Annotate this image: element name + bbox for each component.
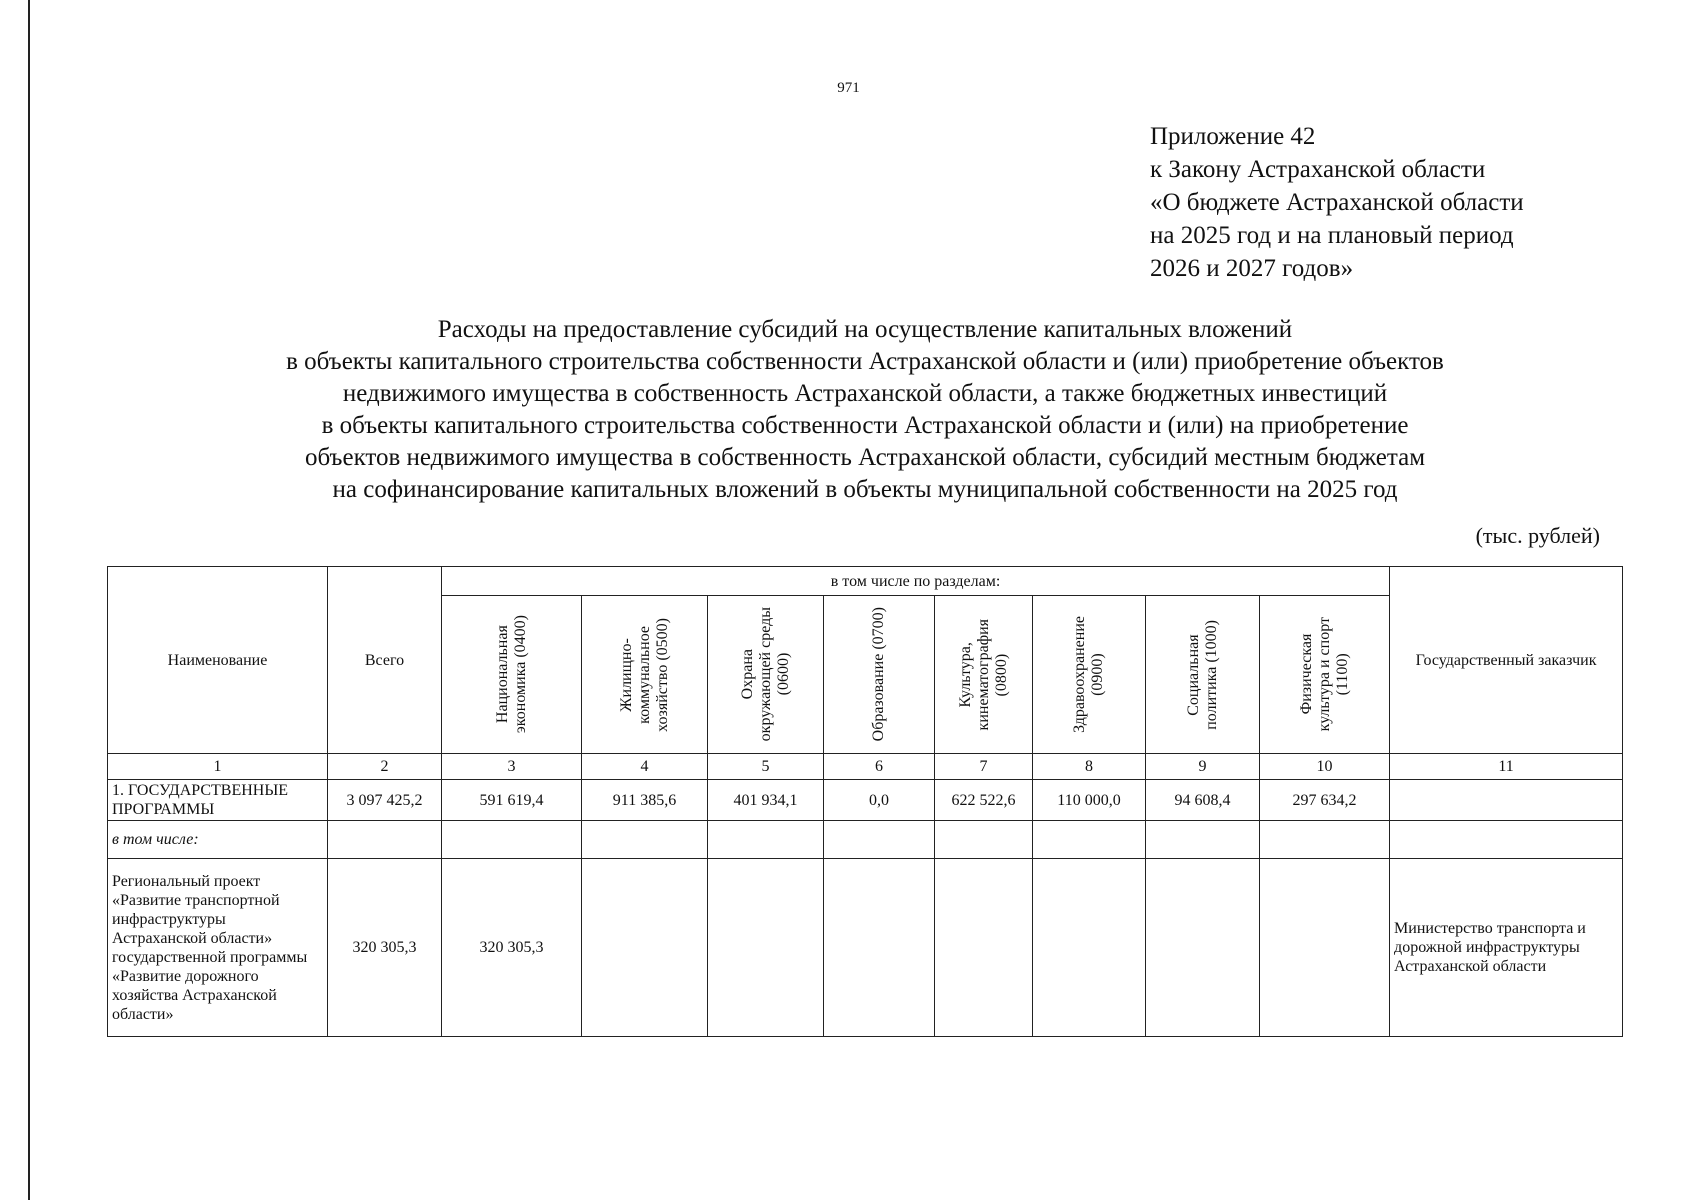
section-header [442,596,582,754]
title-line: на софинансирование капитальных вложений в объекты муниципальной собственности на 2025 год [332,476,1398,503]
row-customer [1390,821,1623,859]
header-name: Наименование [108,567,328,754]
appendix-block [1150,120,1524,285]
appendix-line: Приложение 42 [1150,123,1316,150]
row-value [1260,821,1390,859]
title-line: Расходы на предоставление субсидий на осуществление капитальных вложений [437,316,1293,343]
appendix-line: 2026 и 2027 годов» [1150,255,1354,282]
row-total: 3 097 425,2 [328,780,442,821]
row-value [935,859,1033,1037]
section-header-text: Здравоохранение (0900) [1071,616,1106,733]
column-number-row [108,754,1623,780]
title-line: недвижимого имущества в собственность Астраханской области, а также бюджетных инвестиций [342,380,1388,407]
appendix-line: на 2025 год и на плановый период [1150,222,1514,249]
row-value [1033,821,1146,859]
column-number: 10 [1260,754,1390,780]
row-value [708,859,824,1037]
row-customer [1390,780,1623,821]
table-row [108,780,1623,821]
section-header [1260,596,1390,754]
row-value: 591 619,4 [442,780,582,821]
document-title [150,314,1580,506]
budget-table [107,566,1623,1037]
column-number: 7 [935,754,1033,780]
table-row [108,821,1623,859]
row-value [708,821,824,859]
row-total: 320 305,3 [328,859,442,1037]
row-value: 401 934,1 [708,780,824,821]
row-value: 110 000,0 [1033,780,1146,821]
row-value: 297 634,2 [1260,780,1390,821]
row-value: 0,0 [824,780,935,821]
row-value [824,859,935,1037]
header-sections-group: в том числе по разделам: [442,567,1390,596]
section-header [708,596,824,754]
section-header-text: Охрана окружающей среды (0600) [738,607,792,742]
column-number: 8 [1033,754,1146,780]
row-value [1260,859,1390,1037]
section-header [824,596,935,754]
section-header [1146,596,1260,754]
header-total: Всего [328,567,442,754]
column-number: 1 [108,754,328,780]
appendix-line: «О бюджете Астраханской области [1150,189,1524,216]
section-header [935,596,1033,754]
section-header-text: Национальная экономика (0400) [493,615,529,734]
column-number: 4 [582,754,708,780]
column-number: 5 [708,754,824,780]
units-label: (тыс. рублей) [1475,523,1600,548]
page-number: 971 [837,80,860,96]
row-value [824,821,935,859]
column-number: 2 [328,754,442,780]
row-value [442,821,582,859]
row-value: 320 305,3 [442,859,582,1037]
section-header-text: Жилищно- коммунальное хозяйство (0500) [617,617,671,732]
row-value: 911 385,6 [582,780,708,821]
row-name: Региональный проект «Развитие транспортной инфраструктуры Астраханской области» государственной программы «Развитие дорожного хозяйства Астраханской области» [108,859,328,1037]
row-total [328,821,442,859]
column-number: 9 [1146,754,1260,780]
column-number: 11 [1390,754,1623,780]
column-number: 3 [442,754,582,780]
title-line: объектов недвижимого имущества в собственность Астраханской области, субсидий местным бюджетам [304,444,1426,471]
appendix-line: к Закону Астраханской области [1150,156,1486,183]
section-header-text: Образование (0700) [870,607,887,742]
section-header-text: Социальная политика (1000) [1184,619,1220,730]
section-header-text: Физическая культура и спорт (1100) [1297,617,1351,732]
row-value [1146,859,1260,1037]
column-number: 6 [824,754,935,780]
header-row [108,567,1623,596]
table-row [108,859,1623,1037]
row-value [935,821,1033,859]
row-customer: Министерство транспорта и дорожной инфраструктуры Астраханской области [1390,859,1623,1037]
row-value [1033,859,1146,1037]
row-value [1146,821,1260,859]
row-value: 94 608,4 [1146,780,1260,821]
section-header-text: Культура, кинематография (0800) [956,618,1010,731]
row-name: в том числе: [108,821,328,859]
title-line: в объекты капитального строительства собственности Астраханской области и (или) приобретение объектов [286,348,1444,375]
header-customer: Государственный заказчик [1390,567,1623,754]
row-name: 1. ГОСУДАРСТВЕННЫЕ ПРОГРАММЫ [108,780,328,821]
section-header [582,596,708,754]
left-margin-line [28,0,30,1200]
title-line: в объекты капитального строительства собственности Астраханской области и (или) на приобретение [321,412,1409,439]
row-value [582,859,708,1037]
section-header [1033,596,1146,754]
row-value: 622 522,6 [935,780,1033,821]
row-value [582,821,708,859]
